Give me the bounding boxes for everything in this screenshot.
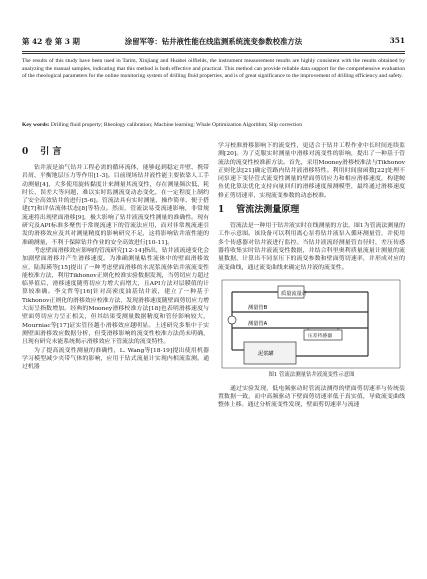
keywords-label: Key words: [22, 122, 48, 128]
header-rule: [22, 51, 405, 52]
figure-caption: 图1 管流法测量钻井液流变性示意图: [268, 371, 355, 378]
running-title: 涂留军等：钻井液性能在线监测系统流变参数校准方法: [124, 37, 303, 46]
label-mud-tank: 泥浆罐: [258, 350, 274, 357]
paragraph: 考虑壁面滑移效应影响的管流研究[12-14]指出，钻井液流速变化会加剧壁面滑移并产生滑移速度。为准确测量粘性流体中的壁面滑移效应，陆海瑛等[15]提出了一种考虑壁面滑移的水泥浆流体钻井液流变性能校准方法，利用Tikhonov正则化校准实验数据发现，当剪切应力超过临界值后，滑移速度随剪切应力增大而增大，且API方法对层膜值的计算较准确。李文哲等[16]针对高密度油基钻井液，建立了一种基于Tikhonov正则化的滑移效应校准方法，发现滑移速度随壁面剪切应力增大而呈指数增加。经典的Mooney滑移校准方法[18]也表明滑移速度与壁面剪切应力呈正相关，但其结果受测量数据精度和管径影响较大，Mourniac等[17]证实管径越小滑移效应越明显。上述研究多集中于实测壁面滑移效应数据分析，但受滑移影响的流变性校准方法尚未明确，且现有研究未能系统揭示滑移效应下管流法的流变特性。: [22, 247, 209, 346]
abstract-english: The results of this study have been used in Tarim, Xinjiang and Huabei oilfields, the instrument measurement results are highly consistent with the results obtained by analyzing the manual samples, indicating that this method is both effective and practical. This method can provide reliable data support for the comprehensive evaluation of the rheological parameters for the online monitoring system of drilling fluid properties, and is of great significance to the improvement of drilling efficiency and safety.: [22, 58, 405, 80]
pump-icon: [228, 316, 236, 324]
section-heading-introduction: 0 引 言: [22, 147, 62, 157]
page-number: 351: [389, 36, 405, 45]
running-header: [22, 36, 405, 50]
header-rule-thin: [22, 53, 405, 54]
label-pipe-b: 测量管B: [248, 304, 268, 311]
volume-issue: 第 42 卷 第 3 期: [22, 37, 80, 46]
paragraph: 通过实验发现，低电频驱动时管流法测得的壁面剪切速率与传统装置数据一致，而中高频驱动下壁面剪切速率低于真实值，导致流变曲线整体上移。通过分析流变性发现，壁面剪切速率与流速: [218, 385, 405, 409]
paragraph: 为了提高流变性测量的准确性，L. Wang等[18-19]提出使用机器学习模型减少夹带气体的影响，应用于钻式流量计实现内相流监测。通过机器: [22, 347, 209, 371]
label-flowmeter: 质量流量计: [281, 290, 307, 297]
left-column: [22, 142, 209, 371]
pipe-flow-diagram: [218, 278, 405, 370]
paragraph: 学习校准滑移影响下的流变性，更适合于钻井工程作业中长时间连续监测[20]。为了克服实时测量中滑移对流变性的影响，提出了一种基于管流法的流变性校准新方法。首先，采用Mooney滑移校准法与Tikhonov正则化法[21]确定管路内钻井液滑移特性。利用时间窗函数[22]处理不同泵速下变径管式流变性测量的壁面剪切应力和相应滑移速度，构建鲸鱼优化算法优化支持向量回归的滑移速度预测模型，最终通过滑移速度修正剪切速率，实现流变参数的动态校准。: [218, 143, 405, 199]
paragraph: 钻井液是油气钻井工程必需的循环流体，能够起到稳定井壁、携带岩屑、平衡地层压力等作用[1-3]。目前现场钻井液性能主要依靠人工手动测量[4]，大多使用旋转黏度计来测量其流变性，存在测量频次低、耗时长、误差大等问题，难以实时监测流变动态变化，在一定程度上制约了安全高效钻井的进行[5-6]。管流法具有实时测量、操作简单、便于搭建[7]和评估流体状态[8]等特点。然而，管流法易受流速影响，非常规流速将出现壁面滑移[9]，极大影响了钻井液流变性测量的准确性。现有研究及API标准多聚焦于常规流速下的管流法应用，而对非常规流速引发的滑移效应及其对测量精度的影响研究不足，这将影响钻井液性能的准确测量，不利于保障钻井作业的安全高效进行[10-11]。: [22, 165, 209, 246]
label-pipe-a: 测量管A: [248, 320, 268, 327]
right-column: [218, 142, 405, 410]
label-pressure-sensor: 压差传感器: [308, 333, 332, 339]
figure-1: [218, 278, 405, 370]
section-heading-principle: 1 管流法测量原理: [218, 205, 300, 216]
paragraph: 管流法是一种用于钻井液实时在线测量的方法，图1为管流法测量的工作示意图。该设备可以利用离心泵将钻井液泵入循环测量管，并使用多个传感器对钻井液进行监控。当钻井液流经测量管直径时，差压传感器将收集实时钻井液流变性数据，并结合科里奥利质量流量计测量的流量数据，计算出不同泵压下的流变参数和壁面剪切速率，并形成对应的流变曲线，通过流变曲线来确定钻井液的流变性。: [218, 223, 405, 271]
keywords-text: Drilling fluid property; Rheology calibration; Machine learning; Whale Optimization Algorithm; Slip correction: [50, 122, 302, 128]
keywords: Key words: Drilling fluid property; Rheology calibration; Machine learning; Whale Optimization Algorithm; Slip correction: [22, 122, 302, 128]
